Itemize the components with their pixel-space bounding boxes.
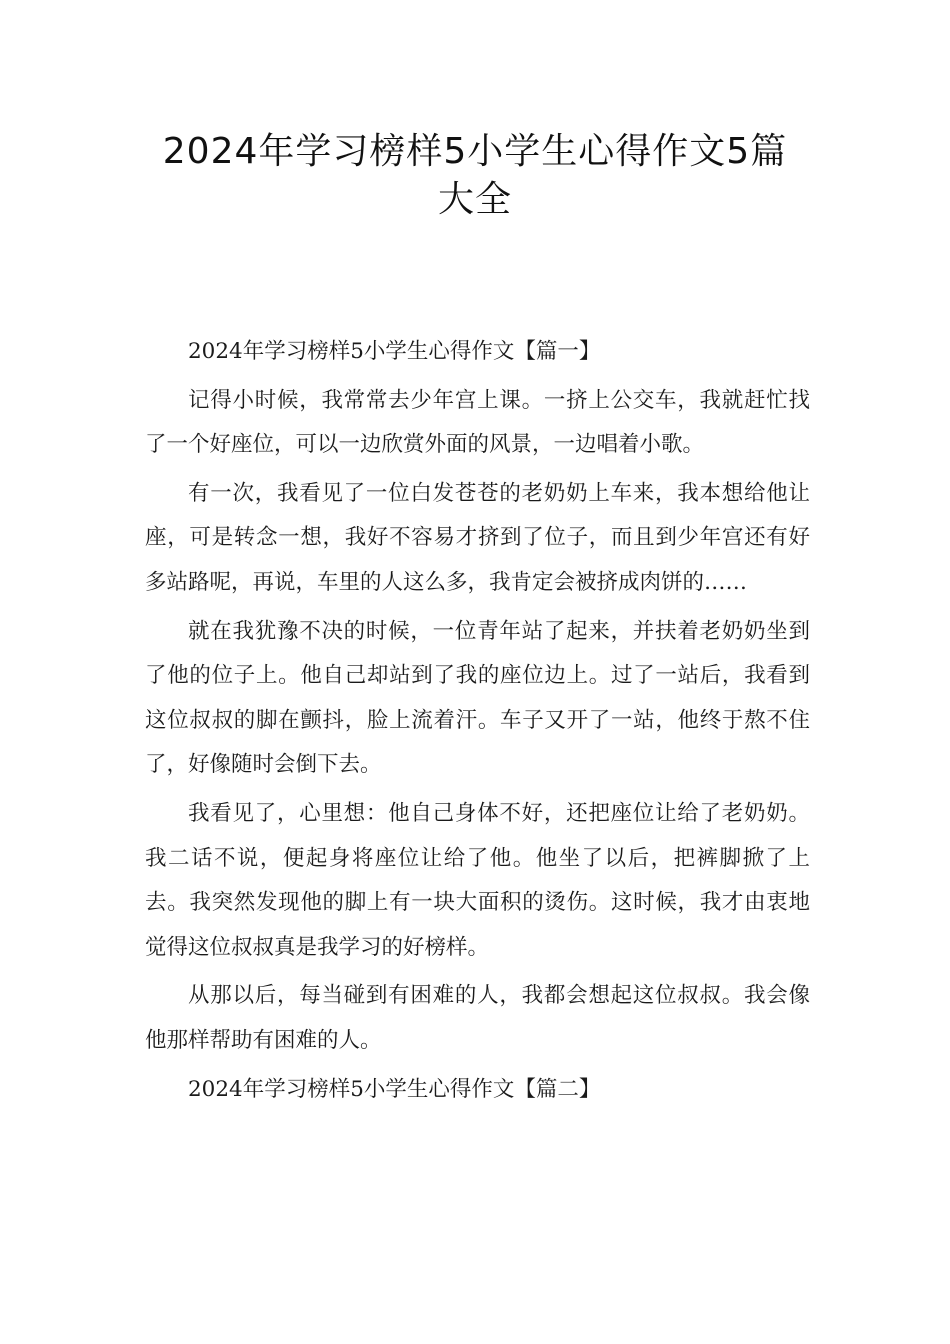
section-heading-2: 2024年学习榜样5小学生心得作文【篇二】: [188, 1076, 601, 1102]
document-body: [145, 330, 810, 1116]
title-line-2: 大全: [437, 179, 512, 220]
paragraph-3: 就在我犹豫不决的时候，一位青年站了起来，并扶着老奶奶坐到了他的位子上。他自己却站到了我的座位边上。过了一站后，我看到这位叔叔的脚在颤抖，脸上流着汗。车子又开了一站，他终于熬不住了，好像随时会倒下去。: [145, 618, 810, 778]
paragraph-5: 从那以后，每当碰到有困难的人，我都会想起这位叔叔。我会像他那样帮助有困难的人。: [145, 983, 810, 1053]
title-line-1: 2024年学习榜样5小学生心得作文5篇: [162, 131, 788, 172]
document-title: [100, 128, 850, 224]
paragraph-1: 记得小时候，我常常去少年宫上课。一挤上公交车，我就赶忙找了一个好座位，可以一边欣赏外面的风景，一边唱着小歌。: [145, 387, 810, 458]
paragraph-2: 有一次，我看见了一位白发苍苍的老奶奶上车来，我本想给他让座，可是转念一想，我好不容易才挤到了位子，而且到少年宫还有好多站路呢，再说，车里的人这么多，我肯定会被挤成肉饼的……: [145, 480, 810, 595]
section-heading-1: 2024年学习榜样5小学生心得作文【篇一】: [188, 339, 601, 364]
paragraph-4: 我看见了，心里想：他自己身体不好，还把座位让给了老奶奶。我二话不说，便起身将座位让给了他。他坐了以后，把裤脚掀了上去。我突然发现他的脚上有一块大面积的烫伤。这时候，我才由衷地觉得这位叔叔真是我学习的好榜样。: [145, 800, 810, 960]
